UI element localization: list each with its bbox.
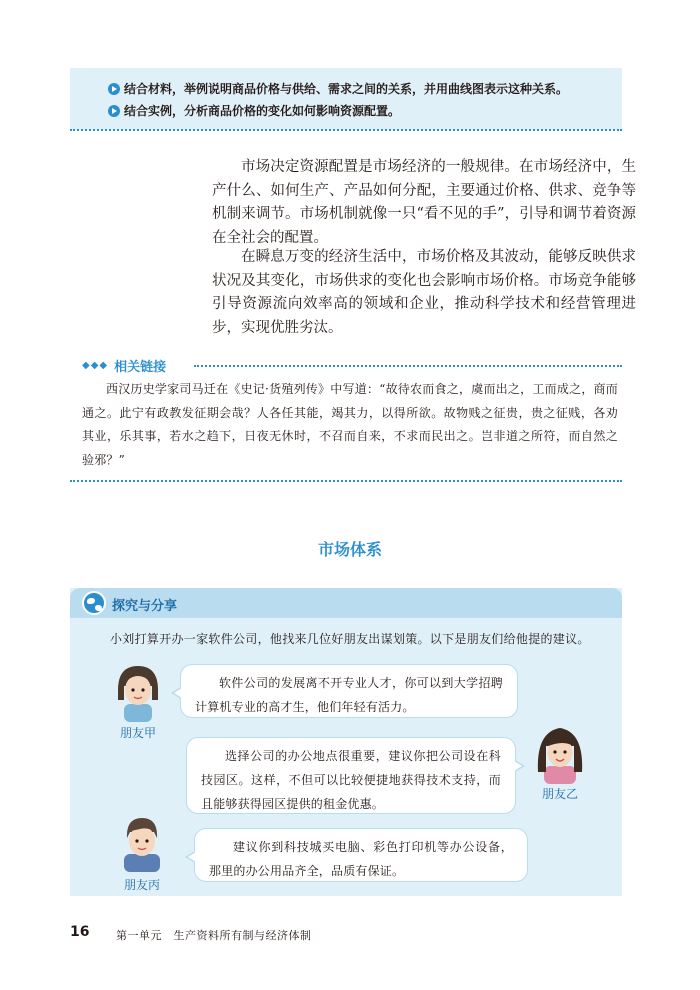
bullet-arrow-icon [108, 105, 120, 117]
friend-b-name: 朋友乙 [541, 787, 578, 801]
friend-a-name: 朋友甲 [119, 726, 156, 740]
explore-header-bar [70, 588, 622, 618]
explore-intro: 小刘打算开办一家软件公司，他找来几位好朋友出谋划策。以下是朋友们给他提的建议。 [110, 632, 590, 646]
friend-c-avatar [114, 810, 170, 872]
goal-item [108, 80, 568, 97]
related-link-text: 西汉历史学家司马迁在《史记·货殖列传》中写道：“故待农而食之，虞而出之，工而成之，商而通之。此宁有政教发征期会哉？人各任其能，竭其力，以得所欲。故物贱之征贵，贵之征贱，各劝其业，乐其事，若水之趋下，日夜无休时，不召而自来，不求而民出之。岂非道之所符，而自然之验邪？” [82, 382, 618, 467]
friend-c-name: 朋友丙 [123, 878, 160, 892]
section-title: 市场体系 [317, 540, 382, 559]
divider [194, 365, 622, 367]
friend-b-avatar [532, 722, 588, 784]
body-paragraph: 市场决定资源配置是市场经济的一般规律。在市场经济中，生产什么、如何生产、产品如何分配，主要通过价格、供求、竞争等机制来调节。市场机制就像一只“看不见的手”，引导和调节着资源在全社会的配置。 [212, 159, 636, 246]
running-footer: 第一单元 生产资料所有制与经济体制 [116, 929, 312, 942]
friend-a-avatar [110, 660, 166, 722]
friend-c-speech-bubble: 建议你到科技城买电脑、彩色打印机等办公设备，那里的办公用品齐全，品质有保证。 [194, 828, 528, 882]
body-paragraph: 在瞬息万变的经济生活中，市场价格及其波动，能够反映供求状况及其变化，市场供求的变化也会影响市场价格。市场竞争能够引导资源流向效率高的领域和企业，推动科学技术和经营管理进步，实现优胜劣汰。 [212, 249, 636, 336]
friend-b-speech-bubble: 选择公司的办公地点很重要，建议你把公司设在科技园区。这样，不但可以比较便捷地获得技术支持，而且能够获得园区提供的租金优惠。 [186, 737, 516, 814]
goal-text: 结合材料，举例说明商品价格与供给、需求之间的关系，并用曲线图表示这种关系。 [124, 82, 569, 96]
diamond-icon: ◆◆◆ [82, 360, 109, 371]
explore-title: 探究与分享 [112, 599, 178, 614]
related-link-header [82, 356, 166, 375]
bullet-arrow-icon [108, 83, 120, 95]
friend-a-speech-bubble: 软件公司的发展离不开专业人才，你可以到大学招聘计算机专业的高才生，他们年轻有活力。 [180, 664, 518, 718]
globe-icon [82, 591, 106, 615]
page-number: 16 [70, 924, 90, 940]
goal-text: 结合实例，分析商品价格的变化如何影响资源配置。 [124, 104, 401, 118]
related-link-title: 相关链接 [114, 360, 167, 375]
divider [70, 480, 622, 482]
learning-goals-box [70, 68, 622, 130]
explore-share-box [70, 588, 622, 896]
related-link-section [70, 356, 622, 480]
goal-item [108, 102, 400, 119]
divider [70, 129, 622, 131]
